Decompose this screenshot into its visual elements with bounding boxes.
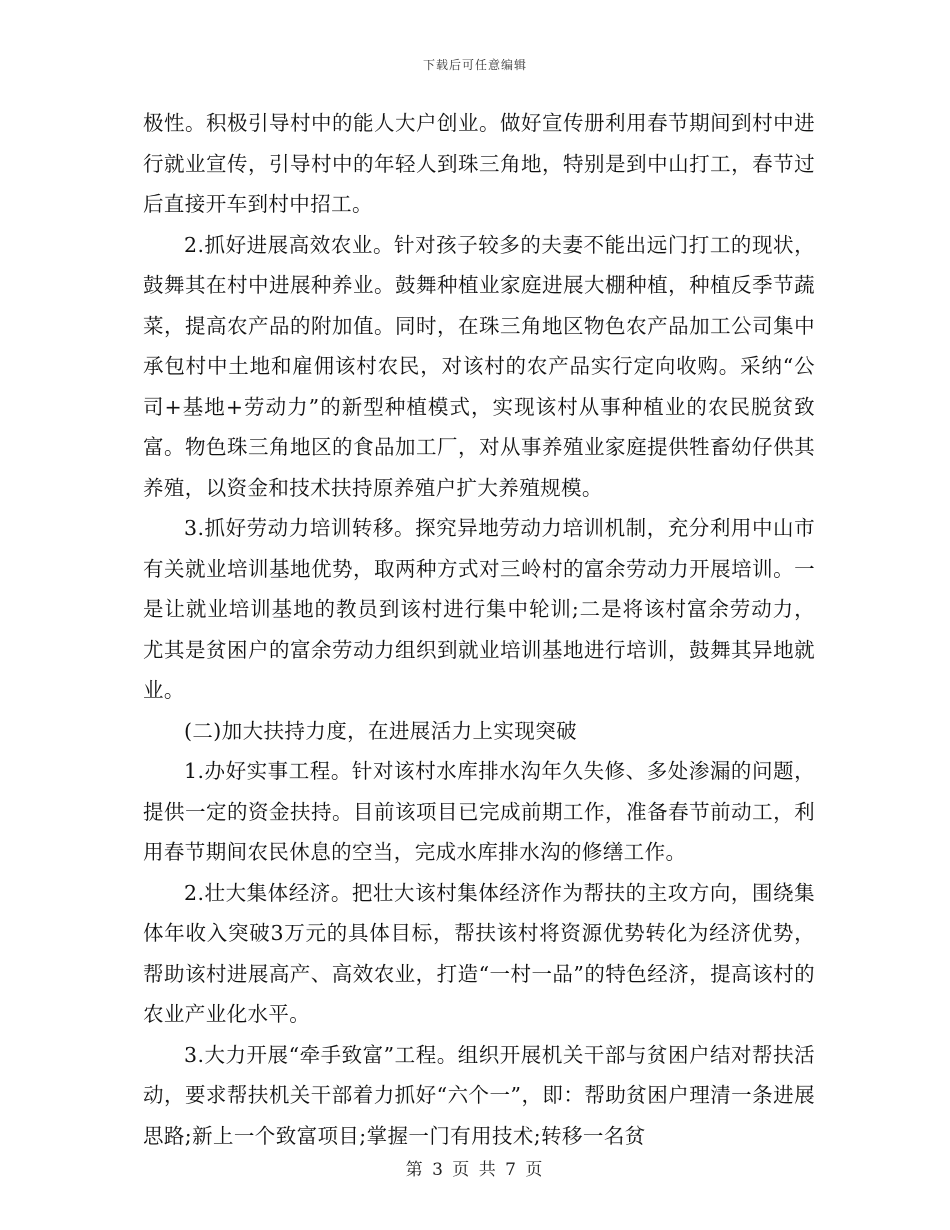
paragraph-continuation: 极性。积极引导村中的能人大户创业。做好宣传册利用春节期间到村中进行就业宣传，引导村中的年轻人到珠三角地，特别是到中山打工，春节过后直接开车到村中招工。 [143,111,815,216]
paragraph-practical-projects: 1.办好实事工程。针对该村水库排水沟年久失修、多处渗漏的问题，提供一定的资金扶持。目前该项目已完成前期工作，准备春节前动工，利用春节期间农民休息的空当，完成水库排水沟的修缮工作。 [143,759,815,864]
page-number: 第 3 页 共 7 页 [405,1160,545,1180]
paragraph-collective-economy: 2.壮大集体经济。把壮大该村集体经济作为帮扶的主攻方向，围绕集体年收入突破3万元的具体目标，帮扶该村将资源优势转化为经济优势，帮助该村进展高产、高效农业，打造“一村一品”的特色经济，提高该村的农业产业化水平。 [143,880,815,1026]
document-body [143,103,815,1156]
paragraph-efficient-agriculture: 2.抓好进展高效农业。针对孩子较多的夫妻不能出远门打工的现状，鼓舞其在村中进展种养业。鼓舞种植业家庭进展大棚种植，种植反季节蔬菜，提高农产品的附加值。同时，在珠三角地区物色农产品加工公司集中承包村中土地和雇佣该村农民，对该村的农产品实行定向收购。采纳“公司+基地+劳动力”的新型种植模式，实现该村从事种植业的农民脱贫致富。物色珠三角地区的食品加工厂，对从事养殖业家庭提供牲畜幼仔供其养殖，以资金和技术扶持原养殖户扩大养殖规模。 [143,232,815,500]
page-header-note: 下载后可任意编辑 [422,58,527,72]
section-heading-support: (二)加大扶持力度，在进展活力上实现突破 [184,718,577,743]
paragraph-labor-training: 3.抓好劳动力培训转移。探究异地劳动力培训机制，充分利用中山市有关就业培训基地优势，取两种方式对三岭村的富余劳动力开展培训。一是让就业培训基地的教员到该村进行集中轮训;二是将该村富余劳动力，尤其是贫困户的富余劳动力组织到就业培训基地进行培训，鼓舞其异地就业。 [143,516,815,702]
paragraph-hand-in-hand: 3.大力开展“牵手致富”工程。组织开展机关干部与贫困户结对帮扶活动，要求帮扶机关干部着力抓好“六个一”，即：帮助贫困户理清一条进展思路;新上一个致富项目;掌握一门有用技术;转移一名贫 [143,1042,815,1148]
